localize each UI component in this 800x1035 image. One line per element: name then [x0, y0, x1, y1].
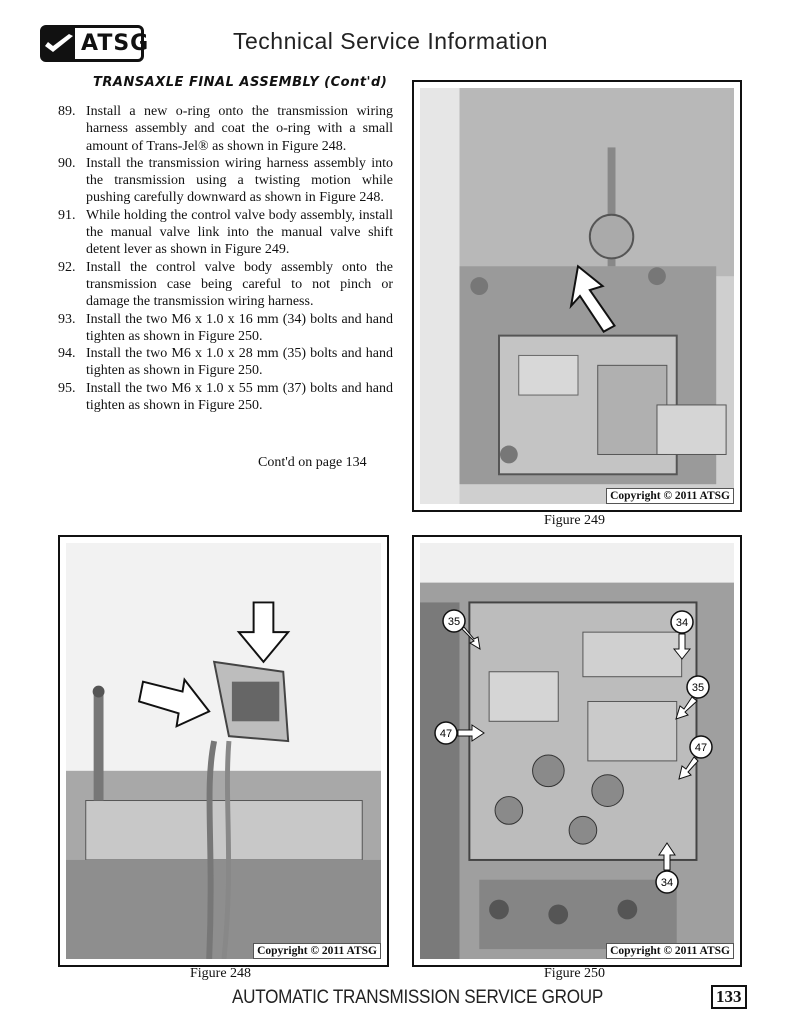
callout-label: 34: [660, 877, 674, 889]
figure-249-photo: [420, 88, 734, 504]
figure-249-copyright: Copyright © 2011 ATSG: [606, 488, 734, 504]
callout-label: 34: [675, 617, 689, 629]
step-text: Install the control valve body assembly onto the transmission case being careful to not pinch or damage the transmission wiring harness.: [86, 259, 393, 310]
section-title: TRANSAXLE FINAL ASSEMBLY (Cont'd): [93, 75, 388, 90]
footer-text: AUTOMATIC TRANSMISSION SERVICE GROUP: [232, 987, 603, 1008]
callout-label: 35: [447, 616, 461, 628]
step-number: 91.: [58, 207, 76, 223]
step-number: 90.: [58, 155, 76, 171]
step-text: While holding the control valve body assembly, install the manual valve link into the manual valve shift detent lever as shown in Figure 249.: [86, 207, 393, 258]
step-text: Install a new o-ring onto the transmission wiring harness assembly and coat the o-ring with a small amount of Trans-Jel® as shown in Figure 248.: [86, 104, 393, 154]
instruction-step: [58, 103, 393, 155]
figure-248-copyright: Copyright © 2011 ATSG: [253, 943, 381, 959]
instruction-step: [58, 345, 393, 380]
step-number: 92.: [58, 259, 76, 275]
instruction-list: [58, 103, 393, 414]
callout-label: 35: [691, 682, 705, 694]
check-mark-icon: [43, 28, 75, 59]
figure-249-caption: Figure 249: [544, 513, 606, 528]
figure-249: [412, 80, 742, 512]
step-text: Install the two M6 x 1.0 x 28 mm (35) bolts and hand tighten as shown in Figure 250.: [86, 346, 393, 379]
instruction-step: [58, 207, 393, 259]
step-number: 94.: [58, 346, 76, 362]
step-text: Install the two M6 x 1.0 x 16 mm (34) bolts and hand tighten as shown in Figure 250.: [86, 311, 393, 344]
atsg-logo: [40, 25, 150, 62]
instruction-step: [58, 259, 393, 311]
step-number: 93.: [58, 311, 76, 327]
instruction-step: [58, 380, 393, 415]
step-number: 89.: [58, 104, 76, 119]
figure-248: [58, 535, 389, 967]
step-text: Install the transmission wiring harness assembly into the transmission using a twisting motion while pushing carefully downward as shown in Figure 248.: [86, 155, 393, 206]
figure-250-copyright: Copyright © 2011 ATSG: [606, 943, 734, 959]
figure-250-caption: Figure 250: [544, 966, 606, 981]
continued-note: Cont'd on page 134: [258, 455, 367, 470]
figure-248-photo: [66, 543, 381, 959]
instruction-step: [58, 155, 393, 207]
logo-text: ATSG: [81, 31, 150, 56]
figure-248-caption: Figure 248: [190, 966, 252, 981]
page-title: Technical Service Information: [233, 28, 548, 54]
step-text: Install the two M6 x 1.0 x 55 mm (37) bolts and hand tighten as shown in Figure 250.: [86, 380, 393, 414]
callout-layer: [414, 537, 740, 965]
figure-250: [412, 535, 742, 967]
callout-label: 47: [694, 742, 708, 754]
instruction-step: [58, 311, 393, 346]
callout-label: 47: [439, 728, 453, 740]
page-number: 133: [711, 985, 747, 1009]
step-number: 95.: [58, 380, 76, 396]
